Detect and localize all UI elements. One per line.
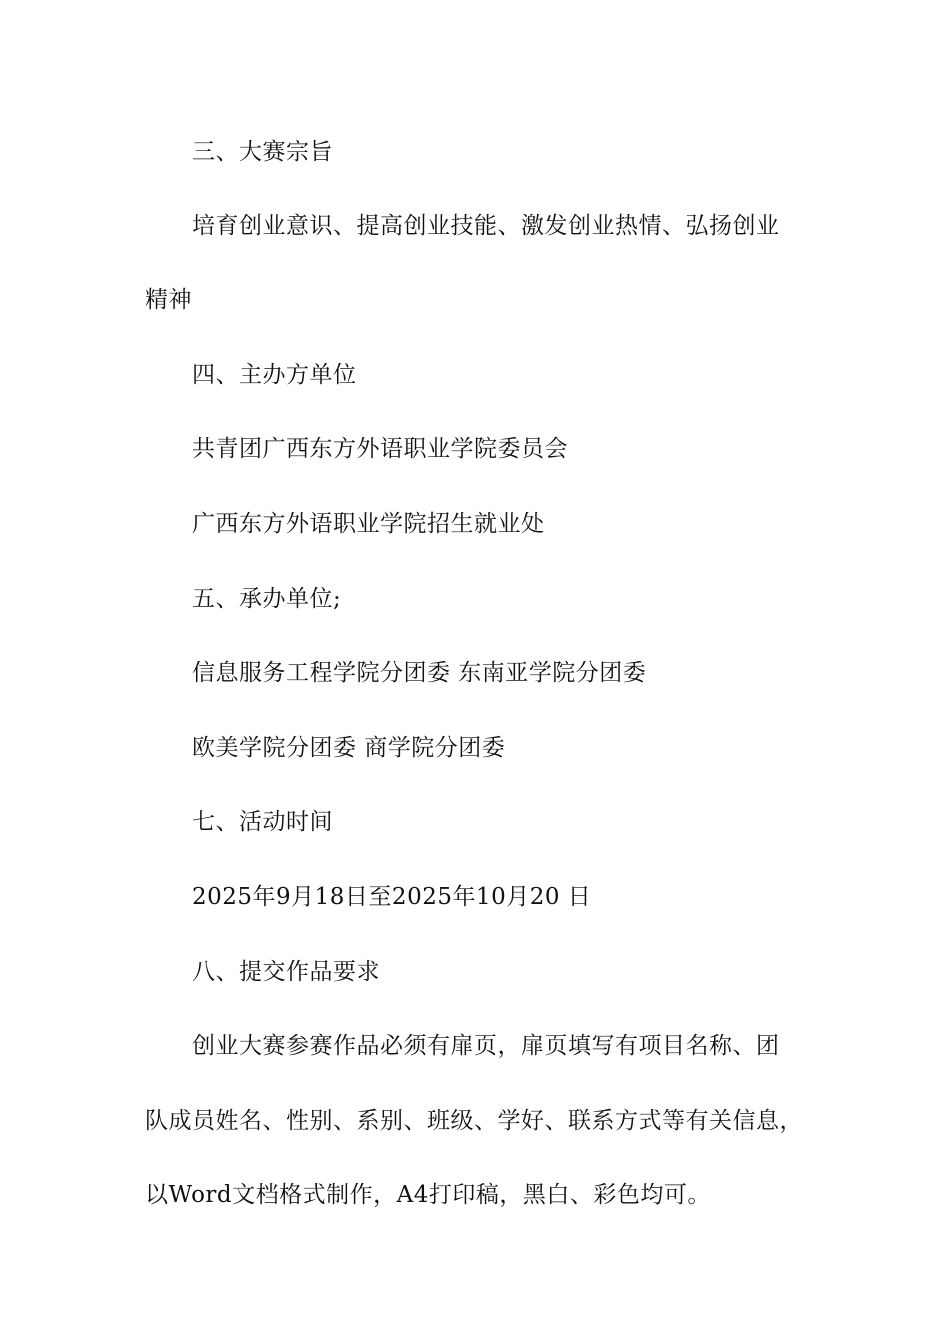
section-heading-organizer: 四、主办方单位 xyxy=(192,362,357,388)
paragraph-line: 广西东方外语职业学院招生就业处 xyxy=(192,511,545,537)
paragraph-line: 培育创业意识、提高创业技能、激发创业热情、弘扬创业 xyxy=(192,213,780,239)
paragraph-line: 欧美学院分团委 商学院分团委 xyxy=(192,735,506,761)
section-heading-submission-requirements: 八、提交作品要求 xyxy=(192,959,380,985)
section-heading-co-organizer: 五、承办单位; xyxy=(192,586,342,612)
paragraph-line: 队成员姓名、性别、系别、班级、学好、联系方式等有关信息， xyxy=(145,1108,803,1134)
paragraph-line: 2025年9月18日至2025年10月20 日 xyxy=(192,884,592,910)
paragraph-line: 共青团广西东方外语职业学院委员会 xyxy=(192,436,568,462)
paragraph-line: 创业大赛参赛作品必须有扉页，扉页填写有项目名称、团 xyxy=(192,1033,780,1059)
section-heading-activity-time: 七、活动时间 xyxy=(192,809,333,835)
paragraph-line: 精神 xyxy=(145,287,192,313)
section-heading-competition-purpose: 三、大赛宗旨 xyxy=(192,139,333,165)
paragraph-line: 以Word文档格式制作，A4打印稿，黑白、彩色均可。 xyxy=(145,1182,711,1208)
paragraph-line: 信息服务工程学院分团委 东南亚学院分团委 xyxy=(192,660,647,686)
